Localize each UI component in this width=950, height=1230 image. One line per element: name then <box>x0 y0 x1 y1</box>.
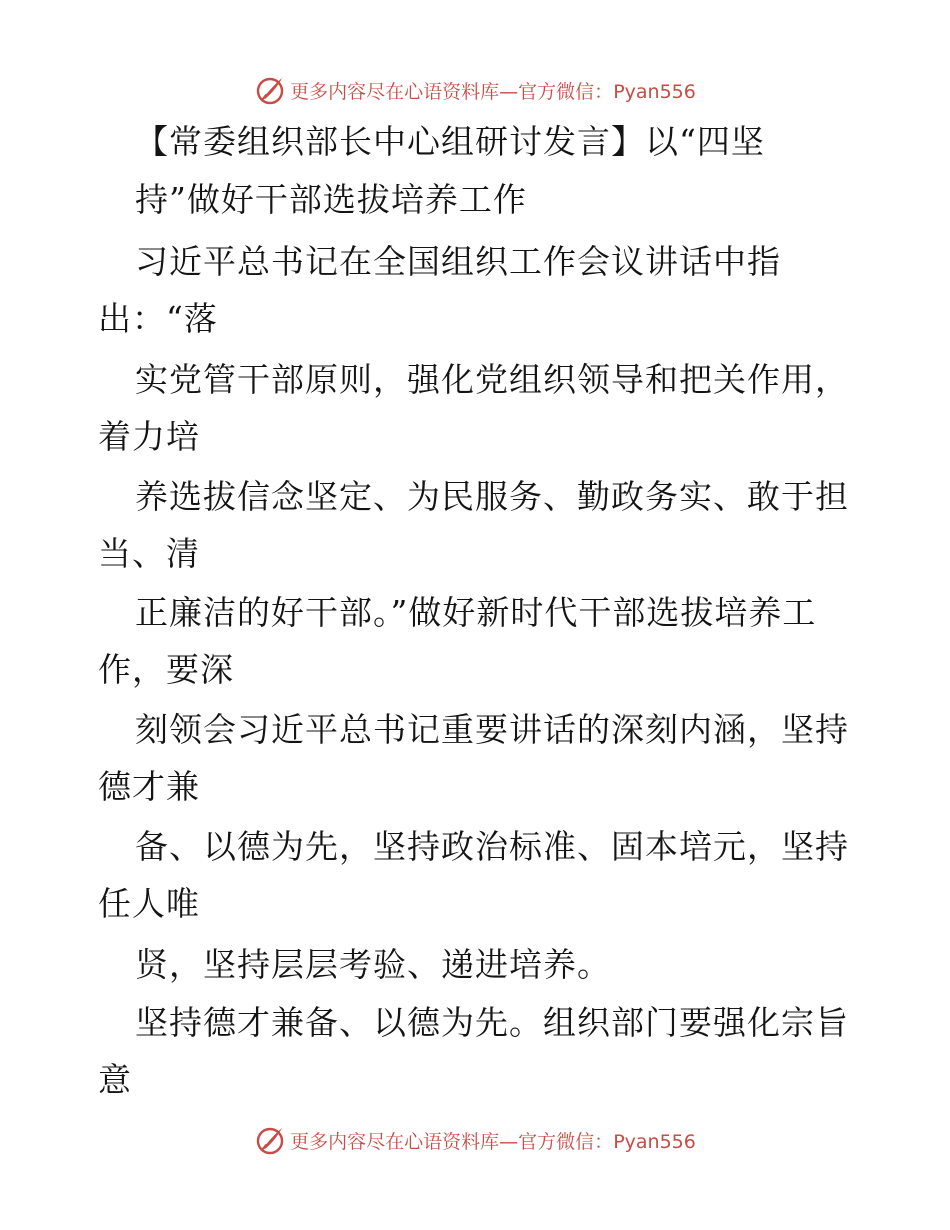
banner-text <box>290 1127 696 1154</box>
banner-text-main: 更多内容尽在心语资料库 <box>290 1130 500 1153</box>
paragraph-line: 习近平总书记在全国组织工作会议讲话中指 <box>135 242 781 281</box>
paragraph-line: 贤，坚持层层考验、递进培养。 <box>135 945 611 984</box>
banner-text-id: Pyan556 <box>613 80 696 103</box>
paragraph-line: 意 <box>98 1060 132 1099</box>
paragraph-line: 养选拔信念坚定、为民服务、勤政务实、敢于担 <box>135 477 849 516</box>
paragraph-line: 坚持德才兼备、以德为先。组织部门要强化宗旨 <box>135 1003 849 1042</box>
paragraph-line: 备、以德为先，坚持政治标准、固本培元，坚持 <box>135 827 849 866</box>
paragraph-line: 刻领会习近平总书记重要讲话的深刻内涵，坚持 <box>135 710 849 749</box>
paragraph-line: 着力培 <box>98 417 200 456</box>
paragraph-line: 德才兼 <box>98 767 200 806</box>
header-banner <box>0 70 950 110</box>
banner-text-label: 官方微信： <box>518 1130 614 1153</box>
quill-logo-icon <box>254 1124 286 1156</box>
quill-logo-icon <box>254 74 286 106</box>
banner-separator: — <box>499 1130 519 1153</box>
banner-text-id: Pyan556 <box>613 1130 696 1153</box>
document-title-line-2: 持”做好干部选拔培养工作 <box>135 180 527 219</box>
banner-separator: — <box>499 80 519 103</box>
paragraph-line: 当、清 <box>98 534 200 573</box>
document-title-line-1: 【常委组织部长中心组研讨发言】以“四坚 <box>135 122 765 161</box>
paragraph-line: 正廉洁的好干部。”做好新时代干部选拔培养工 <box>135 593 817 632</box>
banner-text-label: 官方微信： <box>518 80 614 103</box>
paragraph-line: 任人唯 <box>98 884 200 923</box>
paragraph-line: 实党管干部原则，强化党组织领导和把关作用， <box>135 360 849 399</box>
banner-text-main: 更多内容尽在心语资料库 <box>290 80 500 103</box>
paragraph-line: 作，要深 <box>98 650 234 689</box>
paragraph-line: 出：“落 <box>98 299 218 338</box>
banner-text <box>290 77 696 104</box>
footer-banner <box>0 1120 950 1160</box>
